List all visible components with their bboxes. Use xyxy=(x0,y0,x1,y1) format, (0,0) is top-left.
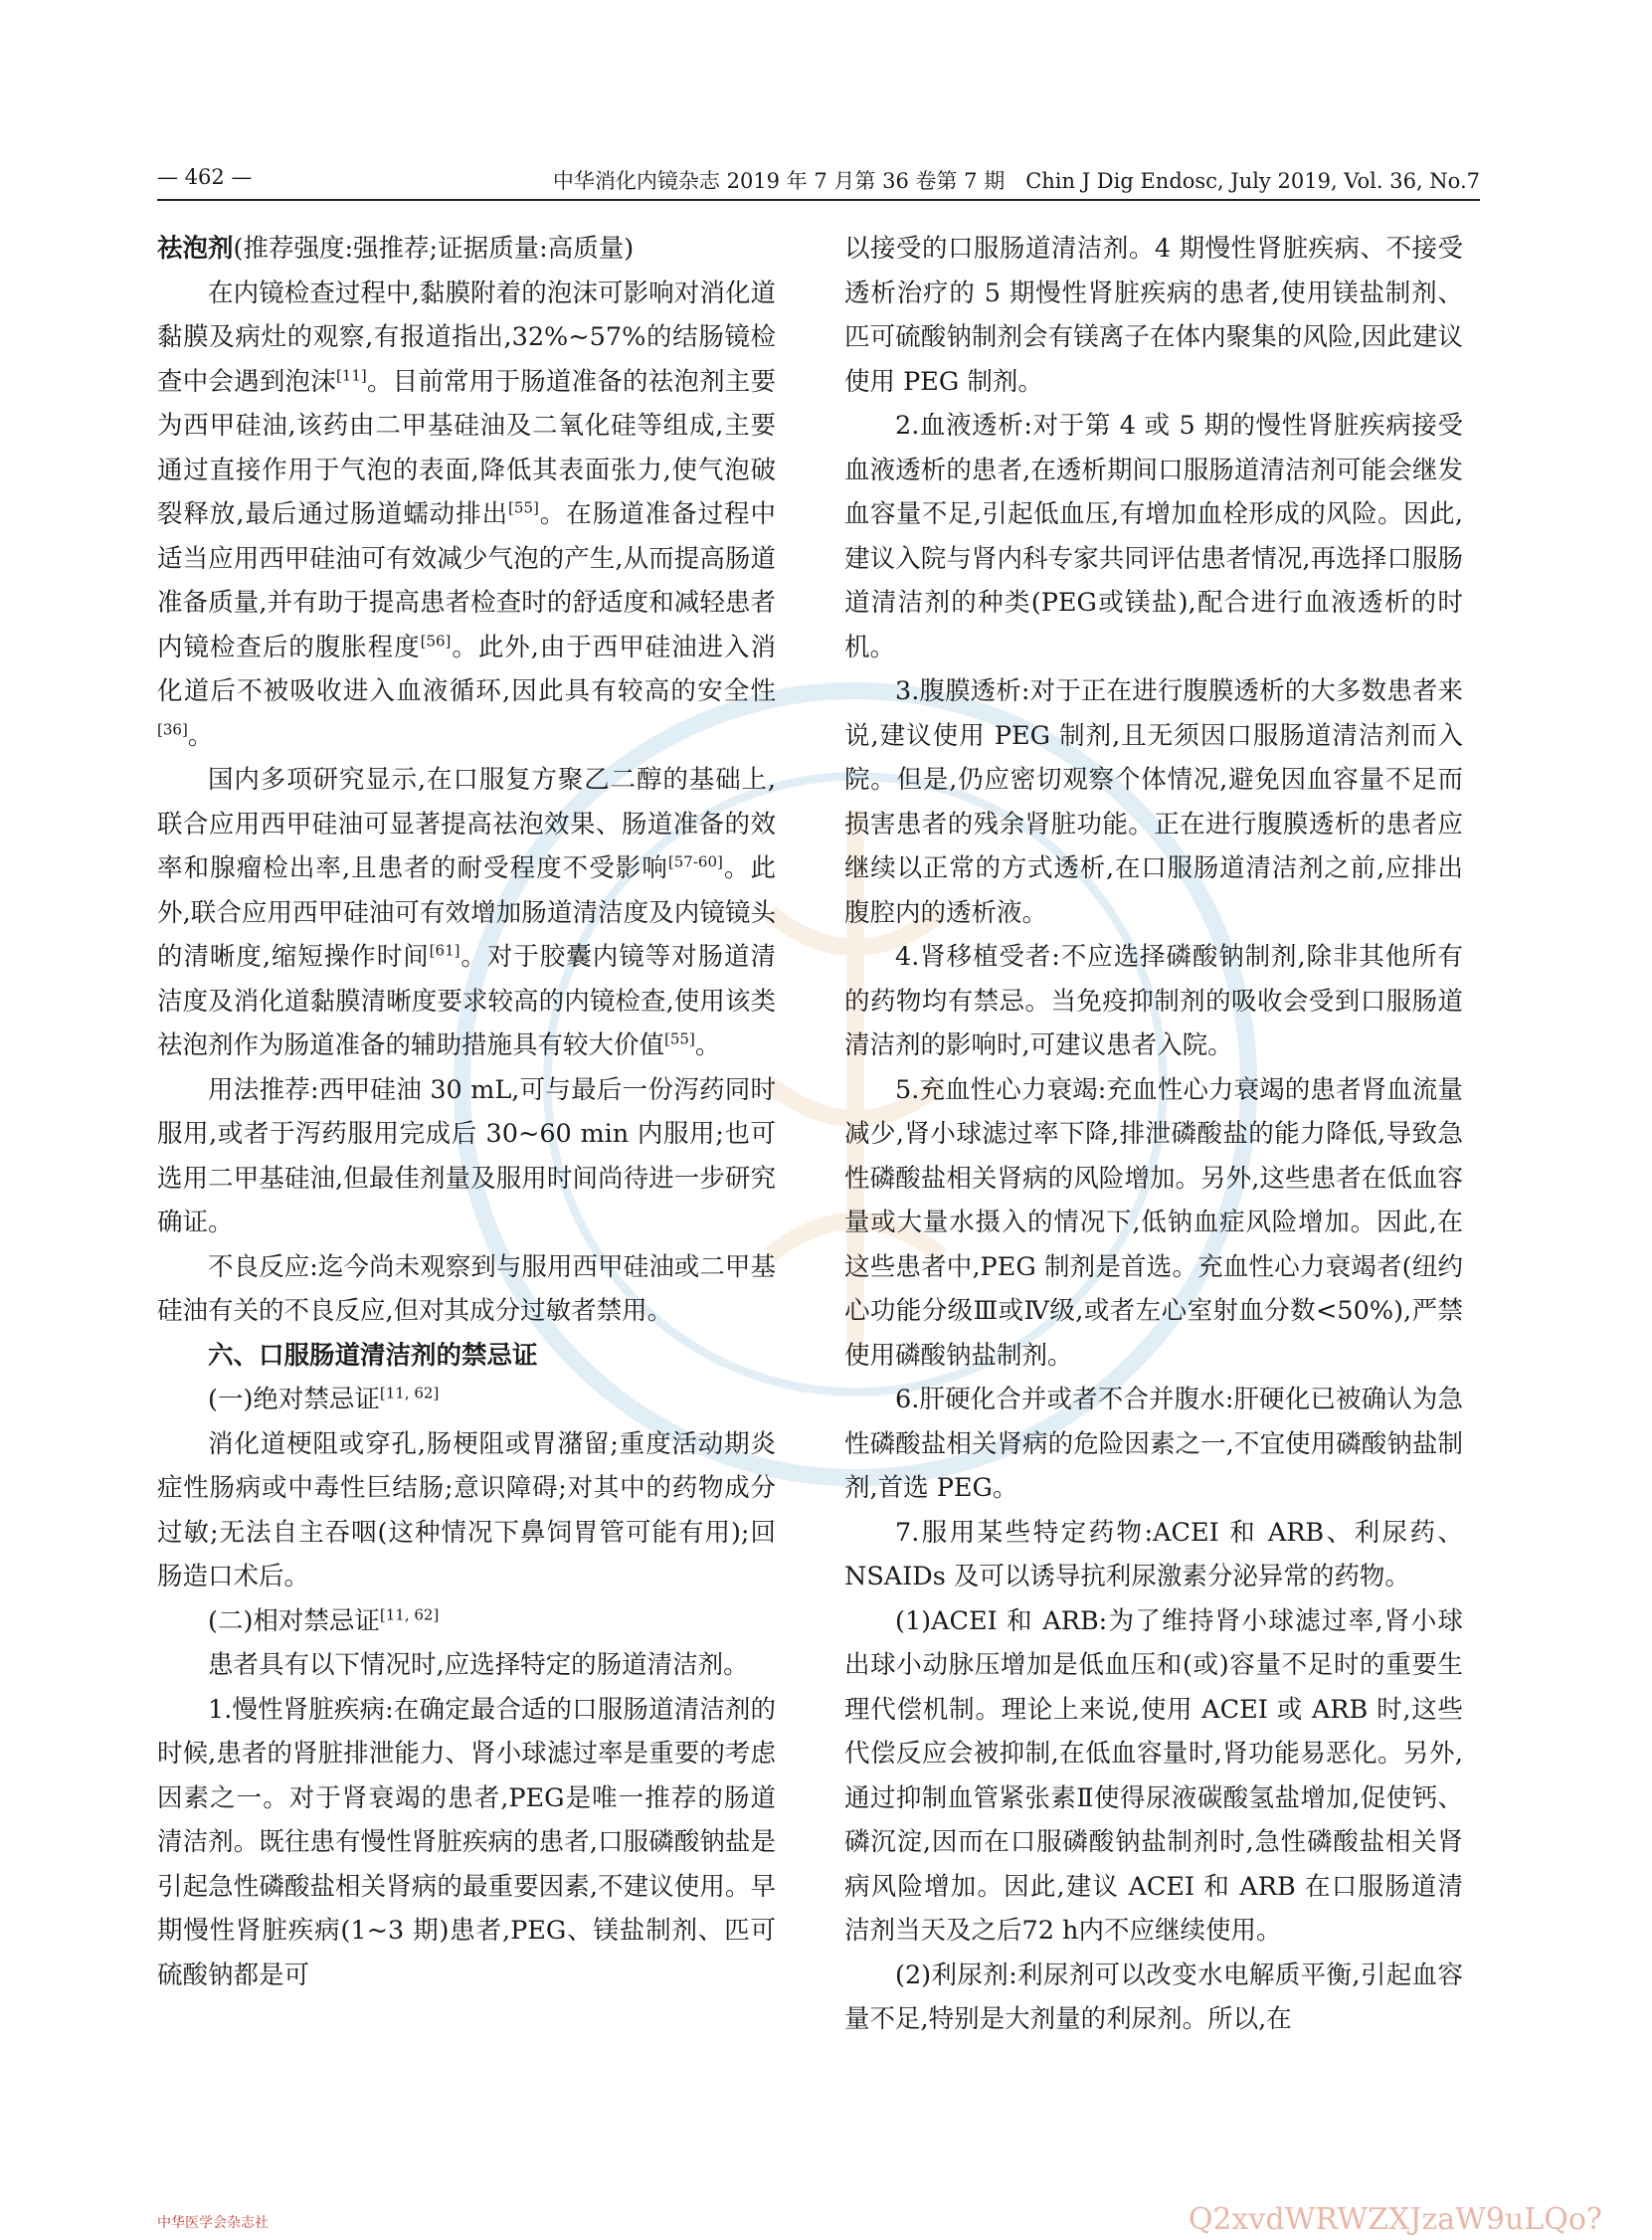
page-number: — 462 — xyxy=(157,165,253,189)
paragraph: 国内多项研究显示,在口服复方聚乙二醇的基础上,联合应用西甲硅油可显著提高祛泡效果、肠道准备的效率和腺瘤检出率,且患者的耐受程度不受影响[57-60]。此外,联合应用西甲硅油可有效增加肠道清洁度及内镜镜头的清晰度,缩短操作时间[61]。对于胶囊内镜等对肠道清洁度及消化道黏膜清晰度要求较高的内镜检查,使用该类祛泡剂作为肠道准备的辅助措施具有较大价值[55]。 xyxy=(157,765,776,1060)
header-rule xyxy=(157,199,1480,201)
paragraph: 5.充血性心力衰竭:充血性心力衰竭的患者肾血流量减少,肾小球滤过率下降,排泄磷酸盐的能力降低,导致急性磷酸盐相关肾病的风险增加。另外,这些患者在低血容量或大量水摄入的情况下,低钠血症风险增加。因此,在这些患者中,PEG 制剂是首选。充血性心力衰竭者(纽约心功能分级Ⅲ或Ⅳ级,或者左心室射血分数<50%),严禁使用磷酸钠盐制剂。 xyxy=(844,1074,1463,1371)
paragraph: 6.肝硬化合并或者不合并腹水:肝硬化已被确认为急性磷酸盐相关肾病的危险因素之一,不宜使用磷酸钠盐制剂,首选 PEG。 xyxy=(844,1385,1463,1503)
paragraph: 祛泡剂(推荐强度:强推荐;证据质量:高质量) xyxy=(157,234,635,264)
paragraph: 患者具有以下情况时,应选择特定的肠道清洁剂。 xyxy=(208,1650,749,1680)
citation: [57-60] xyxy=(667,852,723,871)
publisher-logo: 中华医学会杂志社 xyxy=(157,2215,269,2231)
paragraph: (2)利尿剂:利尿剂可以改变水电解质平衡,引起血容量不足,特别是大剂量的利尿剂。所以,在 xyxy=(844,1960,1463,2034)
paragraph: (1)ACEI 和 ARB:为了维持肾小球滤过率,肾小球出球小动脉压增加是低血压和(或)容量不足时的重要生理代偿机制。理论上来说,使用 ACEI 或 ARB 时,这些代偿反应会被抑制,在低血容量时,肾功能易恶化。另外,通过抑制血管紧张素Ⅱ使得尿液碳酸氢盐增加,促使钙、磷沉淀,因而在口服磷酸钠盐制剂时,急性磷酸盐相关肾病风险增加。因此,建议 ACEI 和 ARB 在口服肠道清洁剂当天及之后72 h内不应继续使用。 xyxy=(844,1605,1463,1946)
running-header xyxy=(157,159,1480,195)
citation: [56] xyxy=(420,632,452,650)
citation: [36] xyxy=(157,720,188,738)
paragraph: 4.肾移植受者:不应选择磷酸钠制剂,除非其他所有的药物均有禁忌。当免疫抑制剂的吸收会受到口服肠道清洁剂的影响时,可建议患者入院。 xyxy=(844,942,1463,1060)
paragraph: 用法推荐:西甲硅油 30 mL,可与最后一份泻药同时服用,或者于泻药服用完成后 30~60 min 内服用;也可选用二甲基硅油,但最佳剂量及服用时间尚待进一步研究确证。 xyxy=(157,1074,776,1237)
paragraph: 在内镜检查过程中,黏膜附着的泡沫可影响对消化道黏膜及病灶的观察,有报道指出,32%~57%的结肠镜检查中会遇到泡沫[11]。目前常用于肠道准备的祛泡剂主要为西甲硅油,该药由二甲基硅油及二氧化硅等组成,主要通过直接作用于气泡的表面,降低其表面张力,使气泡破裂释放,最后通过肠道蠕动排出[55]。在肠道准备过程中适当应用西甲硅油可有效减少气泡的产生,从而提高肠道准备质量,并有助于提高患者检查时的舒适度和减轻患者内镜检查后的腹胀程度[56]。此外,由于西甲硅油进入消化道后不被吸收进入血液循环,因此具有较高的安全性[36]。 xyxy=(157,278,776,751)
left-column xyxy=(157,227,776,1997)
subsection-heading: (二)相对禁忌证[11, 62] xyxy=(208,1605,440,1636)
right-column xyxy=(844,227,1463,2042)
citation: [11, 62] xyxy=(379,1605,440,1623)
journal-citation: 中华消化内镜杂志 2019 年 7 月第 36 卷第 7 期 Chin J Dig Endosc, July 2019, Vol. 36, No.7 xyxy=(552,169,1480,193)
citation: [11, 62] xyxy=(379,1384,440,1402)
citation: [55] xyxy=(664,1029,695,1048)
citation: [11] xyxy=(335,366,367,384)
paragraph: 消化道梗阻或穿孔,肠梗阻或胃潴留;重度活动期炎症性肠病或中毒性巨结肠;意识障碍;对其中的药物成分过敏;无法自主吞咽(这种情况下鼻饲胃管可能有用);回肠造口术后。 xyxy=(157,1428,776,1591)
citation: [55] xyxy=(508,498,539,517)
section-heading: 六、口服肠道清洁剂的禁忌证 xyxy=(208,1340,538,1371)
citation: [61] xyxy=(429,941,460,960)
paragraph: 2.血液透析:对于第 4 或 5 期的慢性肾脏疾病接受血液透析的患者,在透析期间口服肠道清洁剂可能会继发血容量不足,引起低血压,有增加血栓形成的风险。因此,建议入院与肾内科专家共同评估患者情况,再选择口服肠道清洁剂的种类(PEG或镁盐),配合进行血液透析的时机。 xyxy=(844,411,1463,662)
footer-code: Q2xvdWRWZXJzaW9uLQo? xyxy=(1188,2202,1602,2237)
paragraph: 1.慢性肾脏疾病:在确定最合适的口服肠道清洁剂的时候,患者的肾脏排泄能力、肾小球滤过率是重要的考虑因素之一。对于肾衰竭的患者,PEG是唯一推荐的肠道清洁剂。既往患有慢性肾脏疾病的患者,口服磷酸钠盐是引起急性磷酸盐相关肾病的最重要因素,不建议使用。早期慢性肾脏疾病(1~3 期)患者,PEG、镁盐制剂、匹可硫酸钠都是可 xyxy=(157,1694,776,1990)
paragraph: 3.腹膜透析:对于正在进行腹膜透析的大多数患者来说,建议使用 PEG 制剂,且无须因口服肠道清洁剂而入院。但是,仍应密切观察个体情况,避免因血容量不足而损害患者的残余肾脏功能。正在进行腹膜透析的患者应继续以正常的方式透析,在口服肠道清洁剂之前,应排出腹腔内的透析液。 xyxy=(844,676,1463,928)
paragraph: 7.服用某些特定药物:ACEI 和 ARB、利尿药、NSAIDs 及可以诱导抗利尿激素分泌异常的药物。 xyxy=(844,1517,1463,1591)
paragraph: 以接受的口服肠道清洁剂。4 期慢性肾脏疾病、不接受透析治疗的 5 期慢性肾脏疾病的患者,使用镁盐制剂、匹可硫酸钠制剂会有镁离子在体内聚集的风险,因此建议使用 PEG 制剂。 xyxy=(844,234,1463,397)
subsection-heading: (一)绝对禁忌证[11, 62] xyxy=(208,1384,440,1414)
paragraph: 不良反应:迄今尚未观察到与服用西甲硅油或二甲基硅油有关的不良反应,但对其成分过敏者禁用。 xyxy=(157,1251,776,1326)
